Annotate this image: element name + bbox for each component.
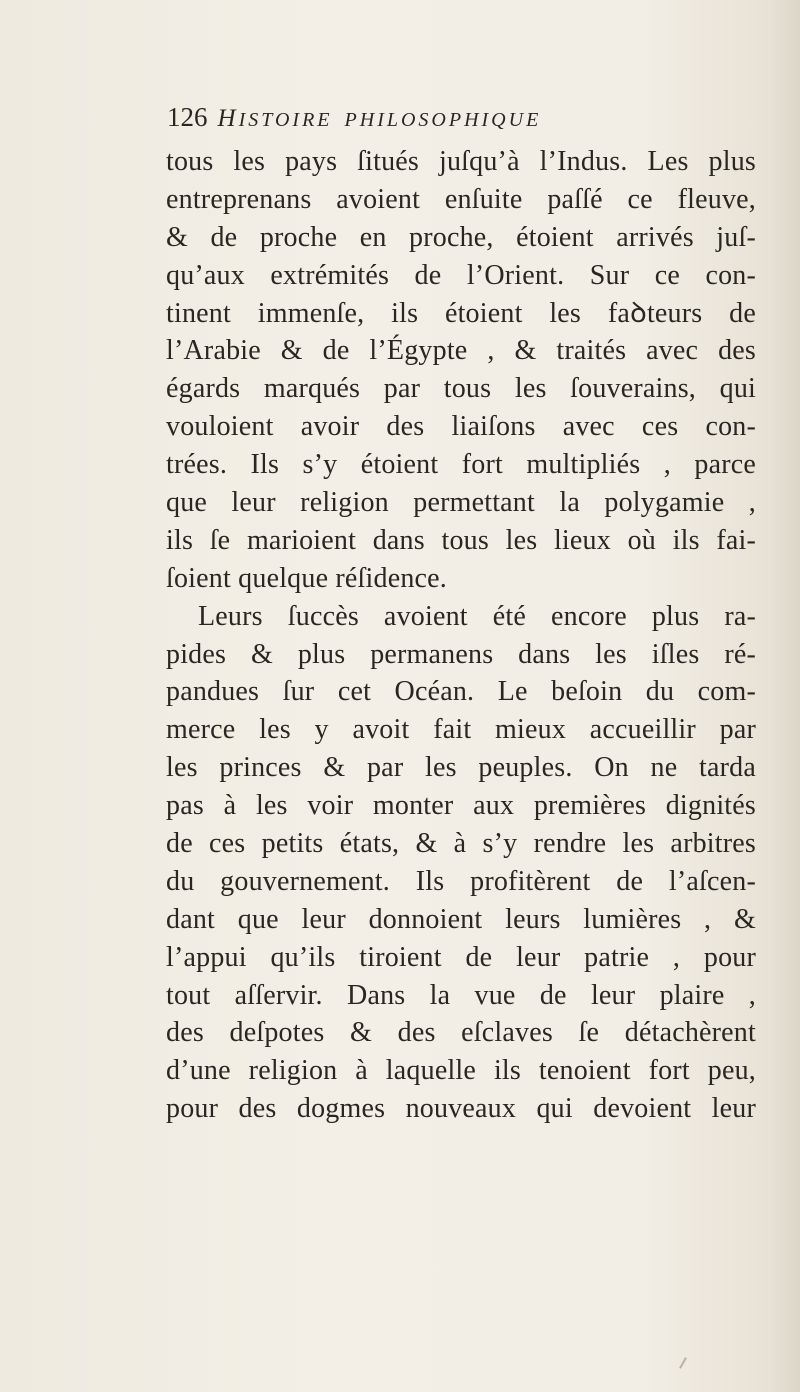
text-line: tout aſſervir. Dans la vue de leur plaire , — [166, 979, 756, 1011]
text-line: pas à les voir monter aux premières dignités — [166, 790, 756, 822]
running-title-rest: ISTOIRE — [238, 109, 333, 131]
running-title-initial: H — [217, 105, 239, 132]
text-line: pour des dogmes nouveaux qui devoient leur — [166, 1093, 756, 1125]
text-line: ils ſe marioient dans tous les lieux où ils fai- — [166, 524, 756, 556]
text-line: tous les pays ſitués juſqu’à l’Indus. Les plus — [166, 146, 756, 177]
running-header — [167, 102, 541, 142]
text-line: l’appui qu’ils tiroient de leur patrie , pour — [166, 941, 756, 973]
text-line: d’une religion à laquelle ils tenoient fort peu, — [166, 1055, 756, 1087]
running-title — [218, 105, 333, 133]
text-line: de ces petits états, & à s’y rendre les arbitres — [166, 828, 756, 860]
paper-mark — [679, 1357, 687, 1368]
body-text — [166, 143, 756, 1128]
page-number: 126 — [167, 102, 208, 132]
text-line: pandues ſur cet Océan. Le beſoin du com- — [166, 676, 756, 708]
text-line-paragraph-start: Leurs ſuccès avoient été encore plus ra- — [198, 600, 756, 632]
text-line: les princes & par les peuples. On ne tarda — [166, 752, 756, 784]
text-line: l’Arabie & de l’Égypte , & traités avec des — [166, 335, 756, 367]
text-line: qu’aux extrémités de l’Orient. Sur ce con- — [166, 259, 756, 291]
text-line: entreprenans avoient enſuite paſſé ce fleuve, — [166, 183, 756, 215]
text-line: du gouvernement. Ils profitèrent de l’aſcen- — [166, 865, 756, 897]
text-line: que leur religion permettant la polygamie , — [166, 487, 756, 519]
text-line: dant que leur donnoient leurs lumières , & — [166, 903, 756, 935]
text-line: trées. Ils s’y étoient fort multipliés , parce — [166, 449, 756, 481]
running-subtitle: PHILOSOPHIQUE — [344, 109, 542, 131]
text-line: pides & plus permanens dans les iſles ré- — [166, 638, 756, 670]
text-line-paragraph-end: ſoient quelque réſidence. — [166, 562, 447, 594]
text-line: & de proche en proche, étoient arrivés juſ- — [166, 221, 756, 253]
text-line: tinent immenſe, ils étoient les faꝺteurs de — [166, 297, 756, 329]
text-line: vouloient avoir des liaiſons avec ces con- — [166, 411, 756, 443]
text-line: merce les y avoit fait mieux accueillir par — [166, 714, 756, 746]
text-line: égards marqués par tous les ſouverains, qui — [166, 373, 756, 405]
text-line: des deſpotes & des eſclaves ſe détachèrent — [166, 1017, 756, 1049]
